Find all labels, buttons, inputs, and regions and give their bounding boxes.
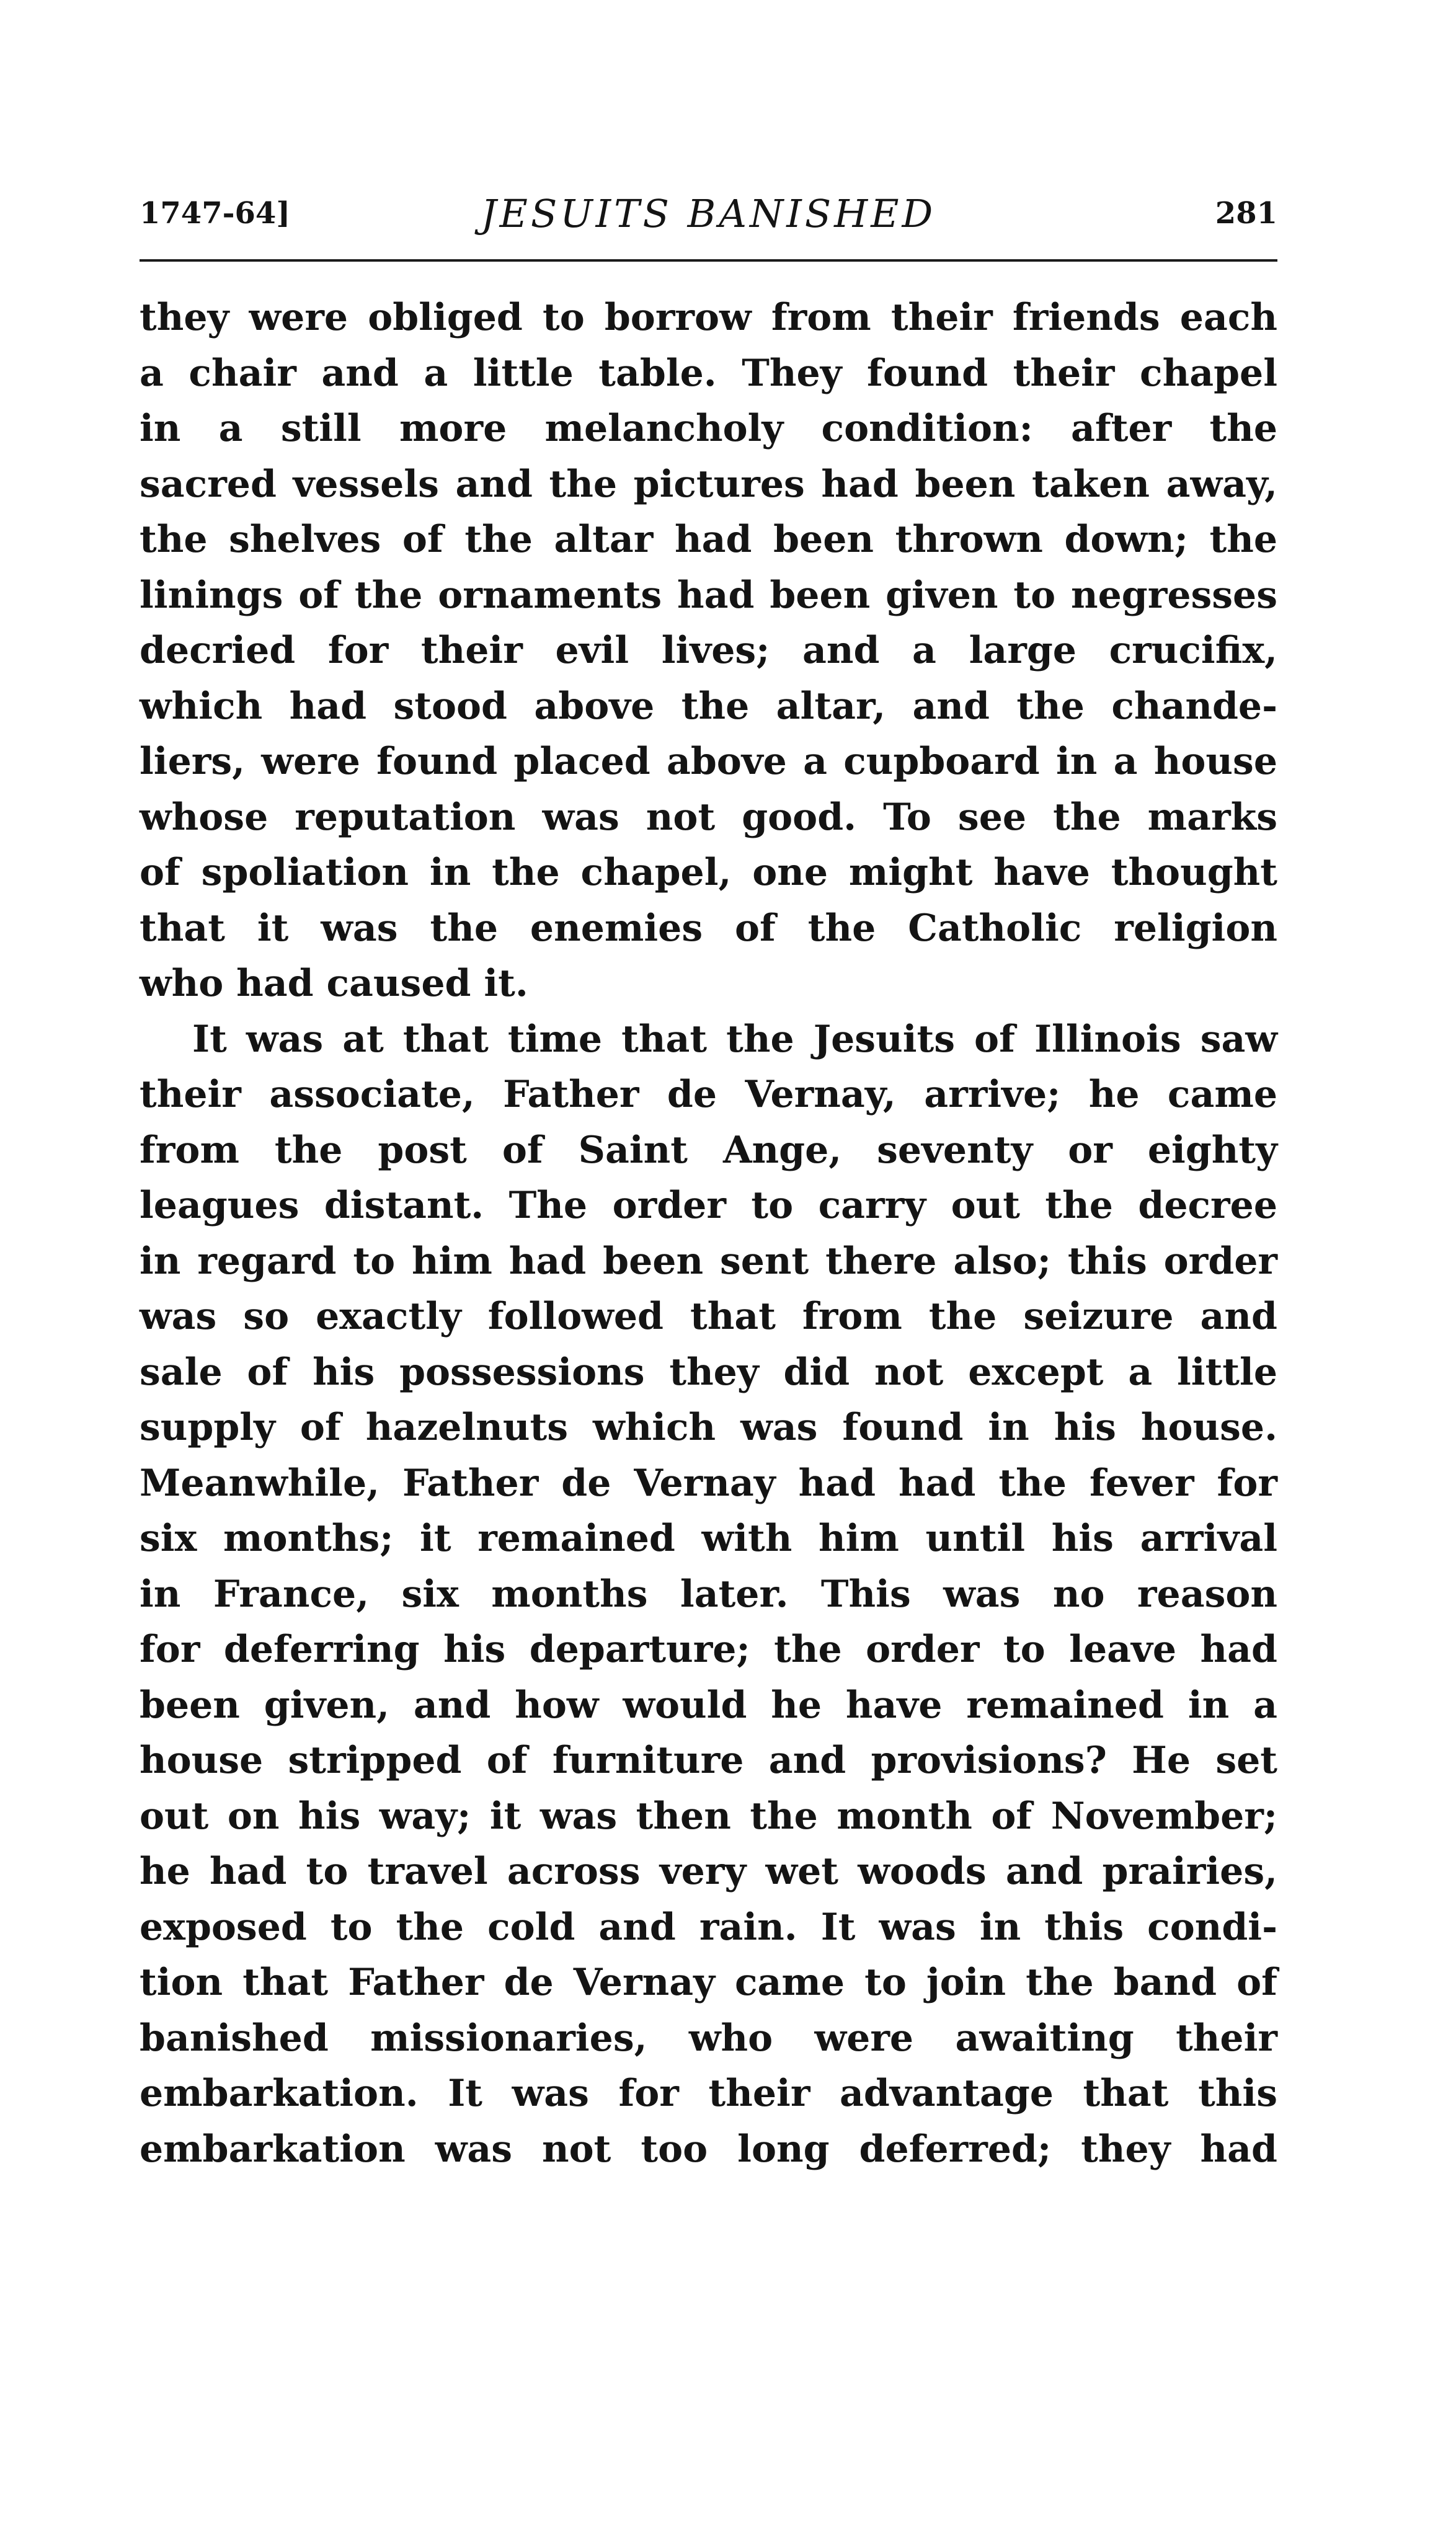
text-line: was so exactly followed that from the seizure and — [140, 1295, 1277, 1338]
text-line: they were obliged to borrow from their friends each — [140, 296, 1277, 339]
running-head-years: 1747-64] — [140, 196, 291, 231]
text-line: in a still more melancholy condition: after the — [140, 407, 1277, 450]
text-line: from the post of Saint Ange, seventy or eighty — [140, 1128, 1277, 1172]
text-line: sacred vessels and the pictures had been taken away, — [140, 462, 1277, 506]
running-head — [140, 186, 1277, 236]
text-line: of spoliation in the chapel, one might have thought — [140, 851, 1277, 894]
header-rule — [140, 259, 1277, 262]
body-text — [140, 290, 1277, 2177]
text-line: linings of the ornaments had been given to negresses — [140, 573, 1277, 617]
text-line: in France, six months later. This was no reason — [140, 1572, 1277, 1616]
text-line: embarkation. It was for their advantage that this — [140, 2072, 1277, 2115]
text-line: house stripped of furniture and provisions? He set — [140, 1739, 1277, 1782]
text-line: leagues distant. The order to carry out the decree — [140, 1184, 1277, 1227]
text-line: supply of hazelnuts which was found in his house. — [140, 1406, 1277, 1449]
text-line: six months; it remained with him until his arrival — [140, 1517, 1277, 1560]
text-line: the shelves of the altar had been thrown down; the — [140, 518, 1277, 561]
text-line: been given, and how would he have remained in a — [140, 1683, 1277, 1727]
text-line: tion that Father de Vernay came to join the band of — [140, 1961, 1277, 2004]
text-line: sale of his possessions they did not except a little — [140, 1350, 1277, 1394]
text-line: decried for their evil lives; and a large crucifix, — [140, 629, 1277, 672]
page-number: 281 — [1215, 196, 1277, 231]
text-line: that it was the enemies of the Catholic religion — [140, 906, 1277, 950]
text-line: embarkation was not too long deferred; they had — [140, 2127, 1277, 2171]
text-line: liers, were found placed above a cupboard in a house — [140, 740, 1277, 783]
text-line: their associate, Father de Vernay, arrive; he came — [140, 1073, 1277, 1116]
text-line: banished missionaries, who were awaiting their — [140, 2016, 1277, 2060]
text-line: which had stood above the altar, and the chande- — [140, 684, 1277, 728]
text-line: for deferring his departure; the order to leave had — [140, 1628, 1277, 1671]
paragraph-end-line: who had caused it. — [140, 962, 528, 1005]
text-line: whose reputation was not good. To see the marks — [140, 795, 1277, 839]
paragraph-start-line: It was at that time that the Jesuits of Illinois saw — [192, 1017, 1277, 1061]
text-line: exposed to the cold and rain. It was in this condi- — [140, 1905, 1277, 1949]
text-line: out on his way; it was then the month of November; — [140, 1794, 1277, 1838]
text-line: in regard to him had been sent there also; this order — [140, 1239, 1277, 1283]
text-line: a chair and a little table. They found their chapel — [140, 351, 1277, 395]
text-line: he had to travel across very wet woods and prairies, — [140, 1850, 1277, 1893]
text-line: Meanwhile, Father de Vernay had had the fever for — [140, 1461, 1277, 1505]
running-head-title: JESUITS BANISHED — [481, 191, 936, 236]
